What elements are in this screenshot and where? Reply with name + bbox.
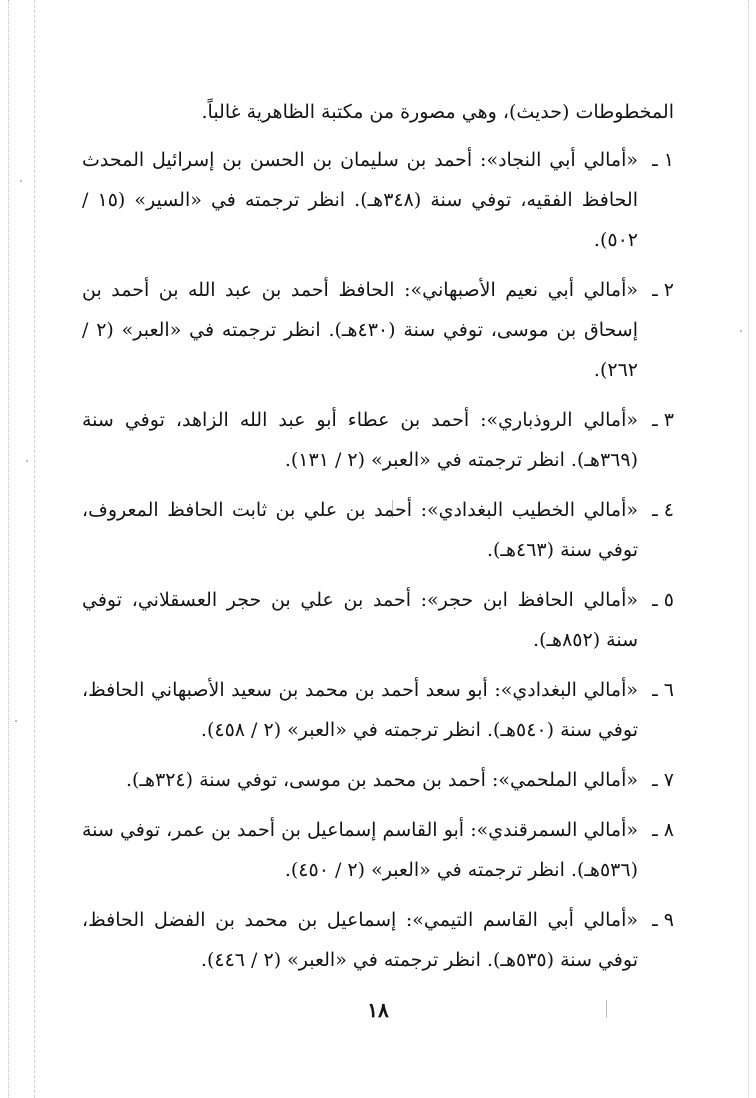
entry-text: «أمالي الخطيب البغدادي»: أحمد بن علي بن ثابت الحافظ المعروف، توفي سنة (٤٦٣هـ).	[82, 499, 638, 561]
entry-text: «أمالي الملحمي»: أحمد بن محمد بن موسى، توفي سنة (٣٢٤هـ).	[125, 769, 638, 791]
entry-number: ١ ـ	[652, 149, 674, 171]
list-item	[82, 810, 674, 890]
manuscript-list	[82, 140, 674, 980]
entry-number: ٦ ـ	[652, 679, 674, 701]
list-item	[82, 760, 674, 800]
intro-paragraph: المخطوطات (حديث)، وهي مصورة من مكتبة الظاهرية غالباً.	[201, 101, 674, 123]
list-item	[82, 670, 674, 750]
list-item	[82, 400, 674, 480]
scan-speck	[15, 720, 17, 722]
scan-margin-line-right	[748, 0, 749, 1098]
entry-number: ٨ ـ	[652, 819, 674, 841]
entry-text: «أمالي أبي النجاد»: أحمد بن سليمان بن الحسن بن إسرائيل المحدث الحافظ الفقيه، توفي سنة (٣٤٨هـ). انظر ترجمته في «السير» (١٥ / ٥٠٢).	[82, 149, 638, 251]
entry-number: ٣ ـ	[652, 409, 674, 431]
scan-speck	[26, 460, 28, 462]
list-item	[82, 140, 674, 260]
entry-number: ٩ ـ	[652, 909, 674, 931]
list-item	[82, 490, 674, 570]
entry-number: ٧ ـ	[652, 769, 674, 791]
entry-text: «أمالي السمرقندي»: أبو القاسم إسماعيل بن أحمد بن عمر، توفي سنة (٥٣٦هـ). انظر ترجمته في «العبر» (٢ / ٤٥٠).	[82, 819, 638, 881]
scan-speck	[740, 330, 742, 332]
page-body	[82, 90, 674, 990]
entry-number: ٢ ـ	[652, 279, 674, 301]
scan-margin-line-left	[8, 0, 9, 1098]
entry-number: ٥ ـ	[652, 589, 674, 611]
entry-text: «أمالي الروذباري»: أحمد بن عطاء أبو عبد الله الزاهد، توفي سنة (٣٦٩هـ). انظر ترجمته في «العبر» (٢ / ١٣١).	[82, 409, 638, 471]
list-item	[82, 270, 674, 390]
entry-text: «أمالي البغدادي»: أبو سعد أحمد بن محمد بن سعيد الأصبهاني الحافظ، توفي سنة (٥٤٠هـ). انظر ترجمته في «العبر» (٢ / ٤٥٨).	[82, 679, 638, 741]
entry-text: «أمالي أبي نعيم الأصبهاني»: الحافظ أحمد بن عبد الله بن أحمد بن إسحاق بن موسى، توفي سنة (٤٣٠هـ). انظر ترجمته في «العبر» (٢ / ٢٦٢).	[82, 279, 638, 381]
page-number: ١٨	[367, 998, 389, 1022]
scan-speck	[20, 180, 22, 182]
entry-text: «أمالي الحافظ ابن حجر»: أحمد بن علي بن حجر العسقلاني، توفي سنة (٨٥٢هـ).	[82, 589, 638, 651]
list-item	[82, 900, 674, 980]
entry-text: «أمالي أبي القاسم التيمي»: إسماعيل بن محمد بن الفضل الحافظ، توفي سنة (٥٣٥هـ). انظر ترجمته في «العبر» (٢ / ٤٤٦).	[82, 909, 638, 971]
scan-margin-line-inner	[34, 0, 35, 1098]
list-item	[82, 580, 674, 660]
entry-number: ٤ ـ	[652, 499, 674, 521]
